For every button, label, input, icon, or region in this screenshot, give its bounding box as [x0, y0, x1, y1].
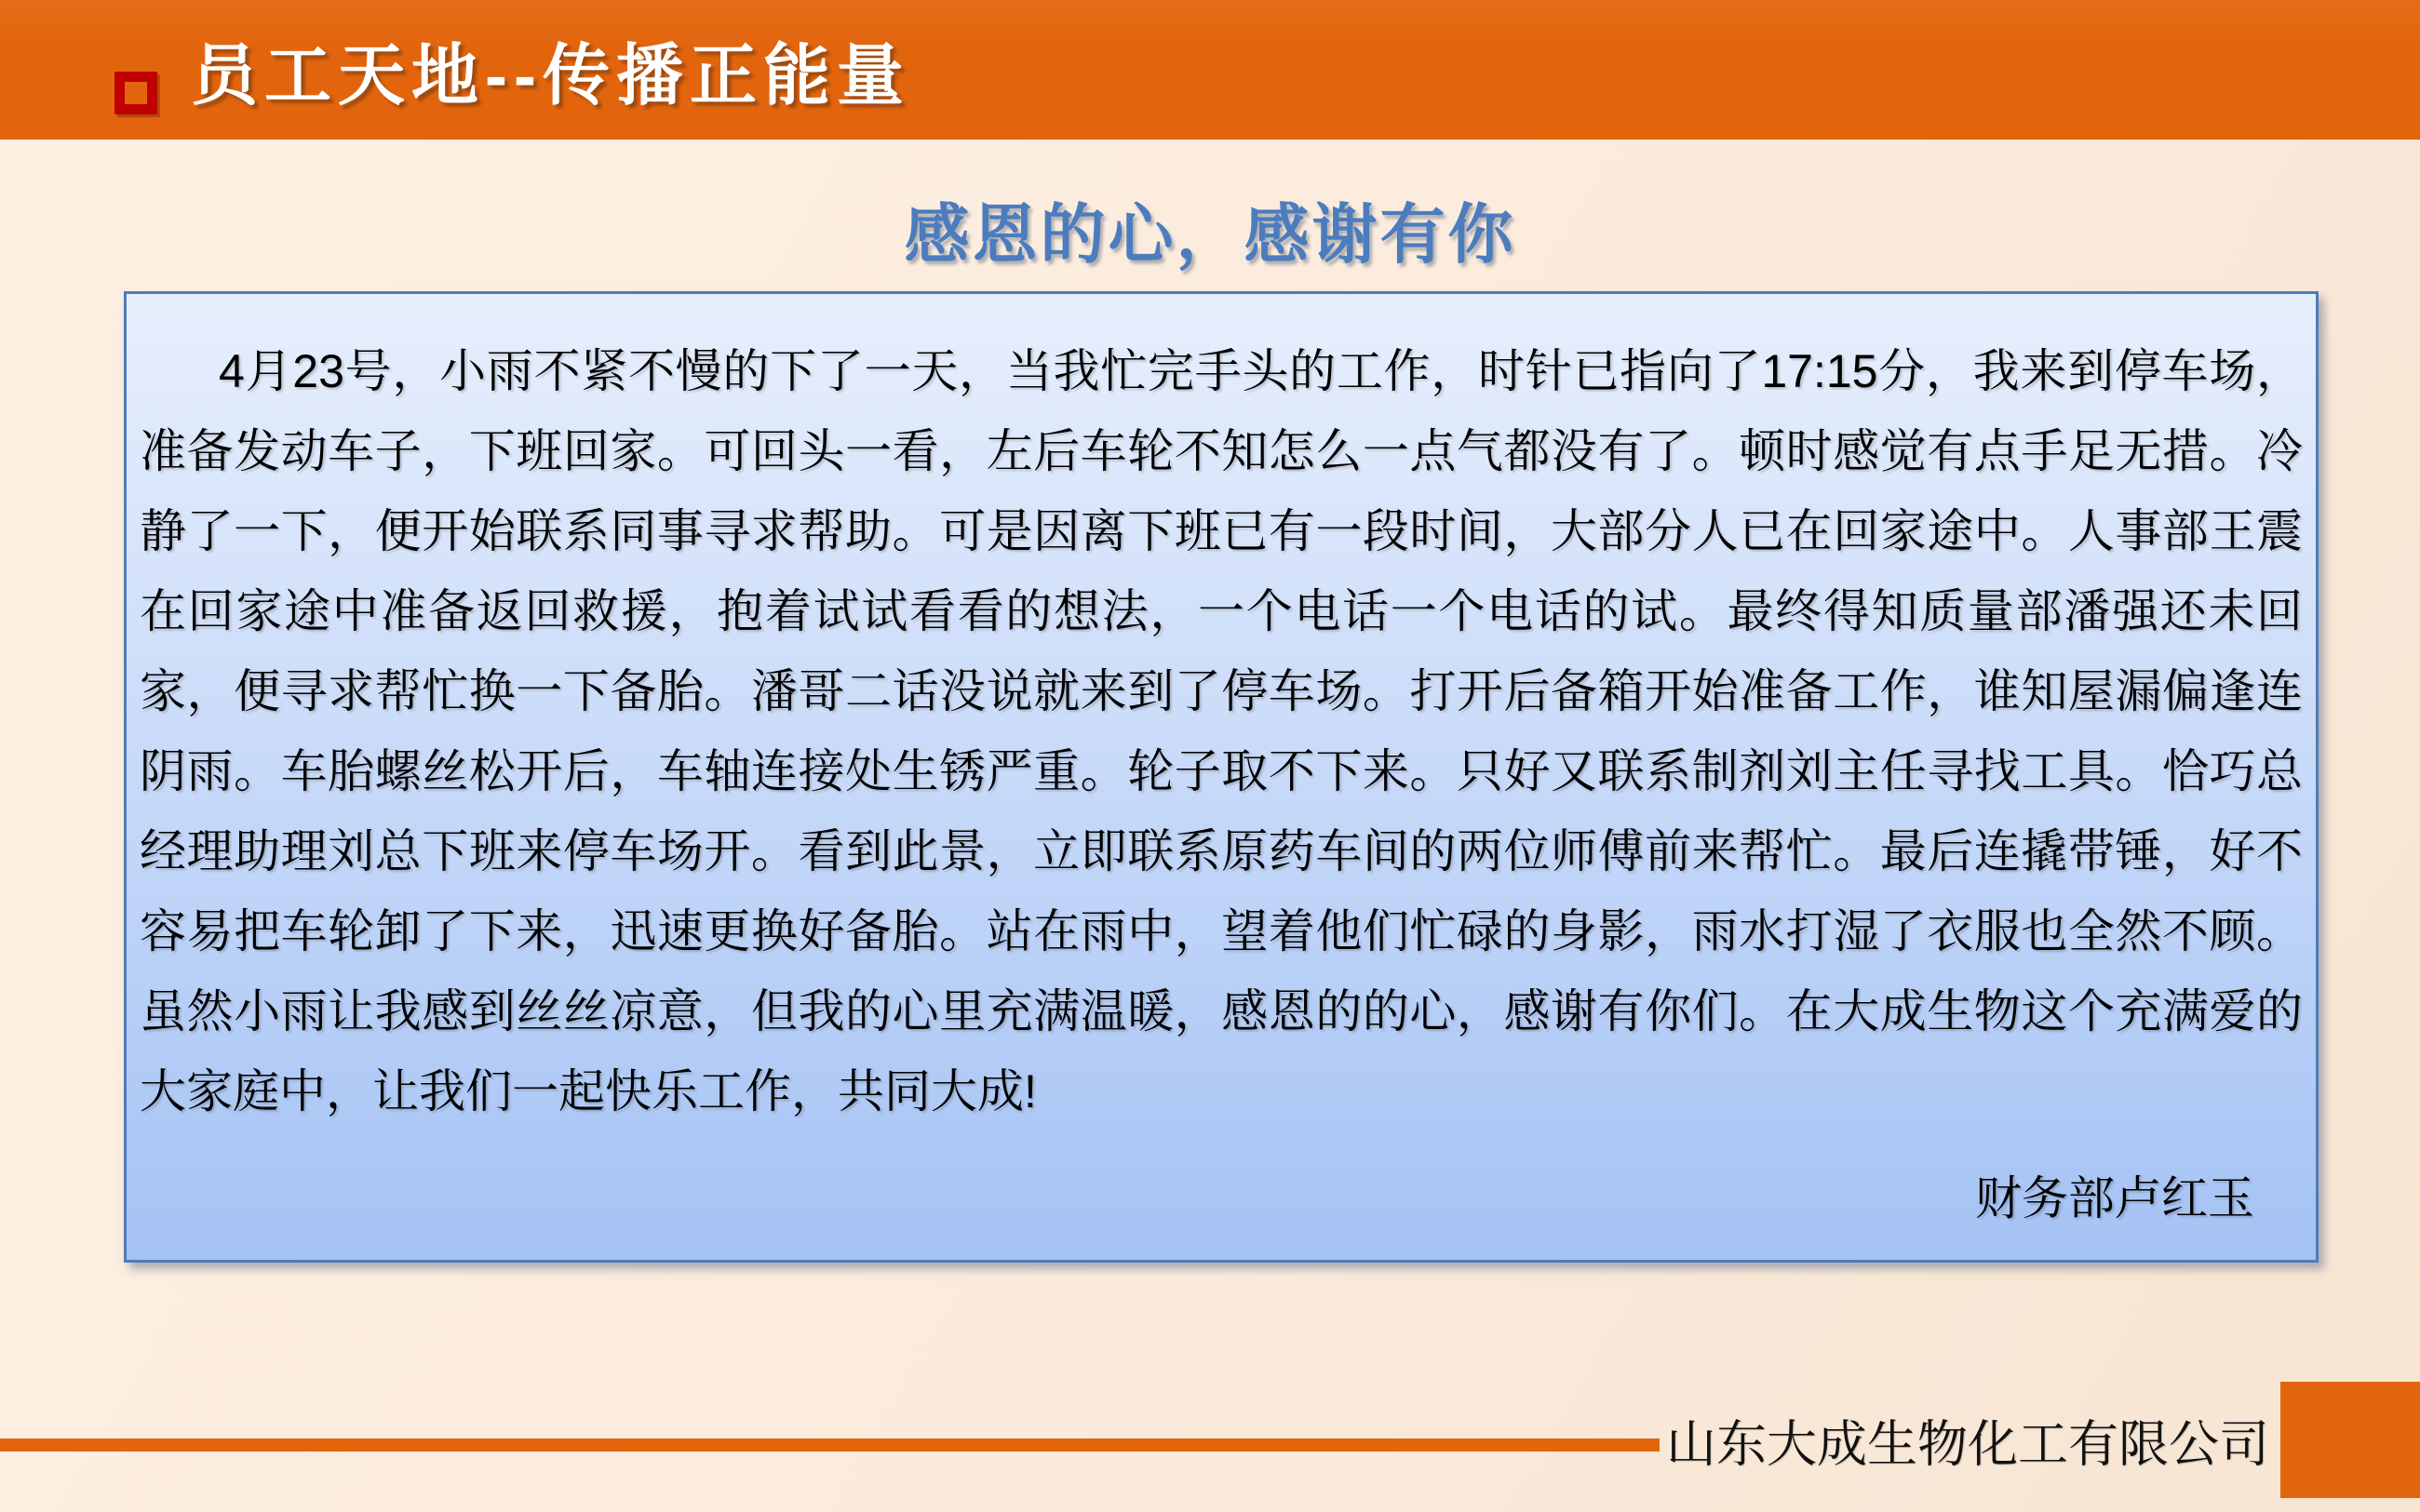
footer-accent-line	[0, 1438, 1660, 1452]
article-signature: 财务部卢红玉	[1975, 1172, 2254, 1224]
article-body: 4月23号，小雨不紧不慢的下了一天，当我忙完手头的工作，时针已指向了17:15分，我来到停车场，准备发动车子，下班回家。可回头一看，左后车轮不知怎么一点气都没有了。顿时感觉有点手足无措。冷静了一下，便开始联系同事寻求帮助。可是因离下班已有一段时间，大部分人已在回家途中。人事部王震在回家途中准备返回救援，抱着试试看看的想法，一个电话一个电话的试。最终得知质量部潘强还未回家，便寻求帮忙换一下备胎。潘哥二话没说就来到了停车场。打开后备箱开始准备工作，谁知屋漏偏逢连阴雨。车胎螺丝松开后，车轴连接处生锈严重。轮子取不下来。只好又联系制剂刘主任寻找工具。恰巧总经理助理刘总下班来停车场开。看到此景，立即联系原药车间的两位师傅前来帮忙。最后连撬带锤，好不容易把车轮卸了下来，迅速更换好备胎。站在雨中，望着他们忙碌的身影，雨水打湿了衣服也全然不顾。虽然小雨让我感到丝丝凉意，但我的心里充满温暖，感恩的的心，感谢有你们。在大成生物这个充满爱的大家庭中，让我们一起快乐工作，共同大成!	[140, 345, 2303, 1117]
article-title: 感恩的心，感谢有你	[904, 200, 1516, 272]
hollow-square-icon	[114, 72, 157, 114]
article-box	[124, 291, 2319, 1263]
header-title: 员工天地--传播正能量	[191, 39, 910, 114]
company-name: 山东大成生物化工有限公司	[1666, 1416, 2269, 1473]
footer-accent-square	[2280, 1382, 2420, 1498]
header-bar	[0, 0, 2420, 140]
